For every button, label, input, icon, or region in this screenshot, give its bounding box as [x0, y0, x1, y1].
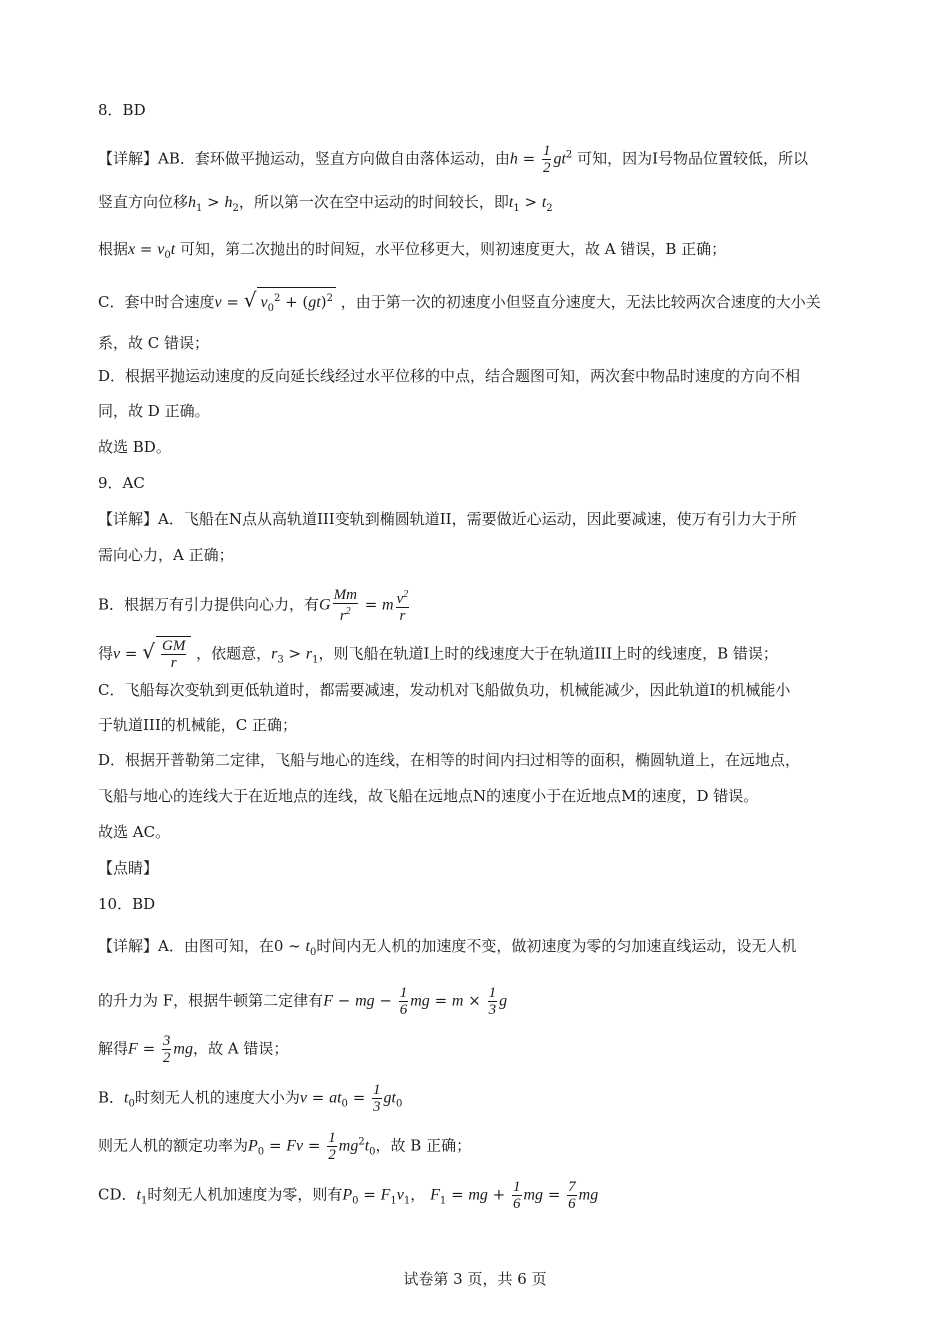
q8-line-6: D．根据平抛运动速度的反向延长线经过水平位移的中点，结合题图可知，两次套中物品时速度的方向不相	[98, 367, 801, 385]
q8-line-4: C．套中时合速度v = √ $v_0^2 + (gt)^2$ ，由于第一次的初速度小但竖直分速度大，无法比较两次合速度的大小关	[98, 287, 821, 319]
q10-line-6: CD．$t_1$时刻无人机加速度为零，则有$P_0 = F_1v_1$， $F_1$ = mg + $\frac{1}{6}$ mg = $\frac{7}{6}$ mg	[98, 1179, 599, 1212]
q10-line-4: B．$t_0$时刻无人机的速度大小为$v = at_0$ = $\frac{1}{3}$ $gt_0$	[98, 1082, 403, 1115]
q9-header: 9．AC	[98, 474, 145, 492]
q8-line-8: 故选 BD。	[98, 438, 171, 456]
q9-line-9: 故选 AC。	[98, 823, 171, 841]
q9-line-6: 于轨道III的机械能，C 正确；	[98, 716, 298, 734]
q8-header: 8．BD	[98, 101, 146, 119]
q8-line-3: 根据$x = v_0t$ 可知，第二次抛出的时间短，水平位移更大，则初速度更大，故 A 错误，B 正确；	[98, 240, 727, 261]
q9-line-5: C．飞船每次变轨到更低轨道时，都需要减速，发动机对飞船做负功，机械能减少，因此轨道I的机械能小	[98, 681, 791, 699]
q10-line-1: 【详解】A．由图可知，在0 ~ $t_0$时间内无人机的加速度不变，做初速度为零的匀加速直线运动，设无人机	[98, 937, 797, 958]
q9-line-2: 需向心力，A 正确；	[98, 546, 234, 564]
q8-line-7: 同，故 D 正确。	[98, 402, 210, 420]
q9-line-1: 【详解】A．飞船在N点从高轨道III变轨到椭圆轨道II，需要做近心运动，因此要减速，使万有引力大于所	[98, 510, 797, 528]
q9-line-7: D．根据开普勒第二定律，飞船与地心的连线，在相等的时间内扫过相等的面积，椭圆轨道上，在远地点，	[98, 751, 801, 769]
q8-line-2: 竖直方向位移$h_1 > h_2$，所以第一次在空中运动的时间较长，即$t_1 > t_2$	[98, 193, 553, 214]
q10-line-5: 则无人机的额定功率为$P_0 = Fv$ = $\frac{1}{2}$ $mg^2t_0$，故 B 正确；	[98, 1130, 472, 1163]
q10-header: 10．BD	[98, 895, 156, 913]
q9-line-8: 飞船与地心的连线大于在近地点的连线，故飞船在远地点N的速度小于在近地点M的速度，D 错误。	[98, 787, 759, 805]
q10-line-3: 解得F = $\frac{3}{2}$ mg，故 A 错误；	[98, 1033, 289, 1066]
q9-line-10: 【点睛】	[98, 859, 159, 877]
q10-line-2: 的升力为 F，根据牛顿第二定律有F − mg − $\frac{1}{6}$ mg = m × $\frac{1}{3}$ g	[98, 985, 508, 1018]
q9-line-4: 得v = √ $\frac{GM}{r}$ ，依题意，$r_3 > r_1$，则飞船在轨道I上时的线速度大于在轨道III上时的线速度，B 错误；	[98, 638, 778, 671]
q9-line-3: B．根据万有引力提供向心力，有G $\frac{Mm}{r^2}$ = m $\frac{v^2}{r}$	[98, 587, 409, 624]
q8-line-5: 系，故 C 错误；	[98, 334, 210, 352]
q8-line-1: 【详解】AB．套环做平抛运动，竖直方向做自由落体运动，由h = $\frac{1}{2}$ $gt^2$ 可知，因为I号物品位置较低，所以	[98, 143, 809, 176]
page-footer: 试卷第 3 页，共 6 页	[403, 1270, 547, 1288]
